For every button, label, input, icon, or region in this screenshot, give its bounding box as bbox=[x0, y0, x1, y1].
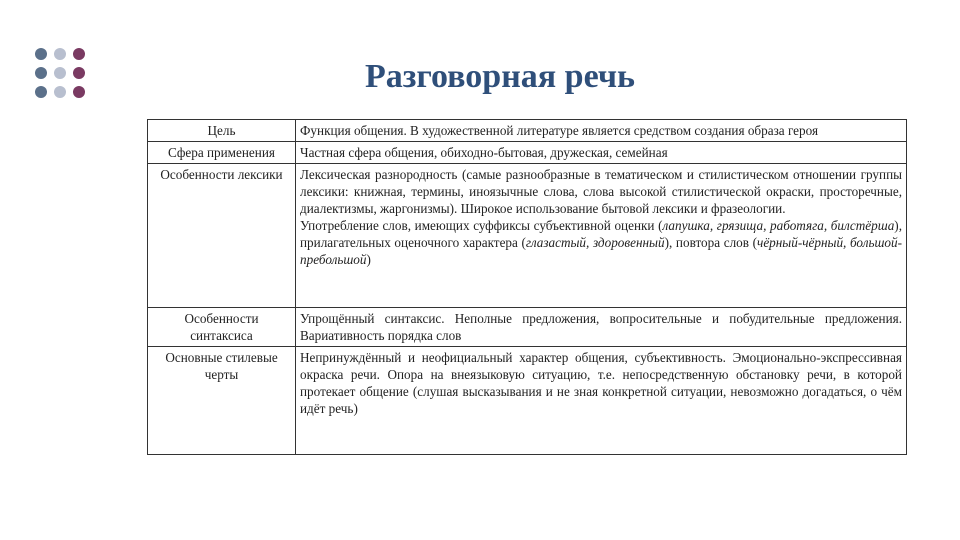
example-words: глазастый, здоровенный bbox=[525, 235, 665, 250]
row-label: Сфера применения bbox=[148, 142, 296, 164]
row-description: Функция общения. В художественной литературе является средством создания образа героя bbox=[296, 120, 907, 142]
text-run: ) bbox=[366, 252, 371, 267]
lexis-examples-paragraph bbox=[300, 217, 902, 268]
table-row bbox=[148, 142, 907, 164]
row-description: Непринуждённый и неофициальный характер общения, субъективность. Эмоционально-экспрессивная окраска речи. Опора на внеязыковую ситуацию, т.е. непосредственную обстановку речи, в которой протекает общение (слушая высказывания и не зная конкретной ситуации, невозможно догадаться, о чём идёт речь) bbox=[296, 347, 907, 455]
characteristics-table bbox=[147, 119, 907, 455]
lexis-paragraph: Лексическая разнородность (самые разнообразные в тематическом и стилистическом отношении группы лексики: книжная, термины, иноязычные слова, слова высокой стилистической окраски, просторечные, диалектизмы, жаргонизмы). Широкое использование бытовой лексики и фразеологии. bbox=[300, 167, 902, 216]
page-title: Разговорная речь bbox=[364, 58, 635, 95]
text-run: ), прилагательных оценочного характера ( bbox=[300, 218, 902, 250]
row-label: Основные стилевые черты bbox=[148, 347, 296, 455]
example-words: чёрный-чёрный, большой-пребольшой bbox=[300, 235, 902, 267]
table-row bbox=[148, 347, 907, 455]
text-run: Употребление слов, имеющих суффиксы субъективной оценки ( bbox=[300, 218, 663, 233]
table-row bbox=[148, 120, 907, 142]
example-words: лапушка, грязища, работяга, билстёрша bbox=[662, 218, 895, 233]
text-run: ), повтора слов ( bbox=[664, 235, 758, 250]
row-description bbox=[296, 164, 907, 308]
row-label: Особенности синтаксиса bbox=[148, 308, 296, 347]
table-row bbox=[148, 308, 907, 347]
row-label: Особенности лексики bbox=[148, 164, 296, 308]
table-row bbox=[148, 164, 907, 308]
row-description: Частная сфера общения, обиходно-бытовая, дружеская, семейная bbox=[296, 142, 907, 164]
row-label: Цель bbox=[148, 120, 296, 142]
row-description: Упрощённый синтаксис. Неполные предложения, вопросительные и побудительные предложения. Вариативность порядка слов bbox=[296, 308, 907, 347]
